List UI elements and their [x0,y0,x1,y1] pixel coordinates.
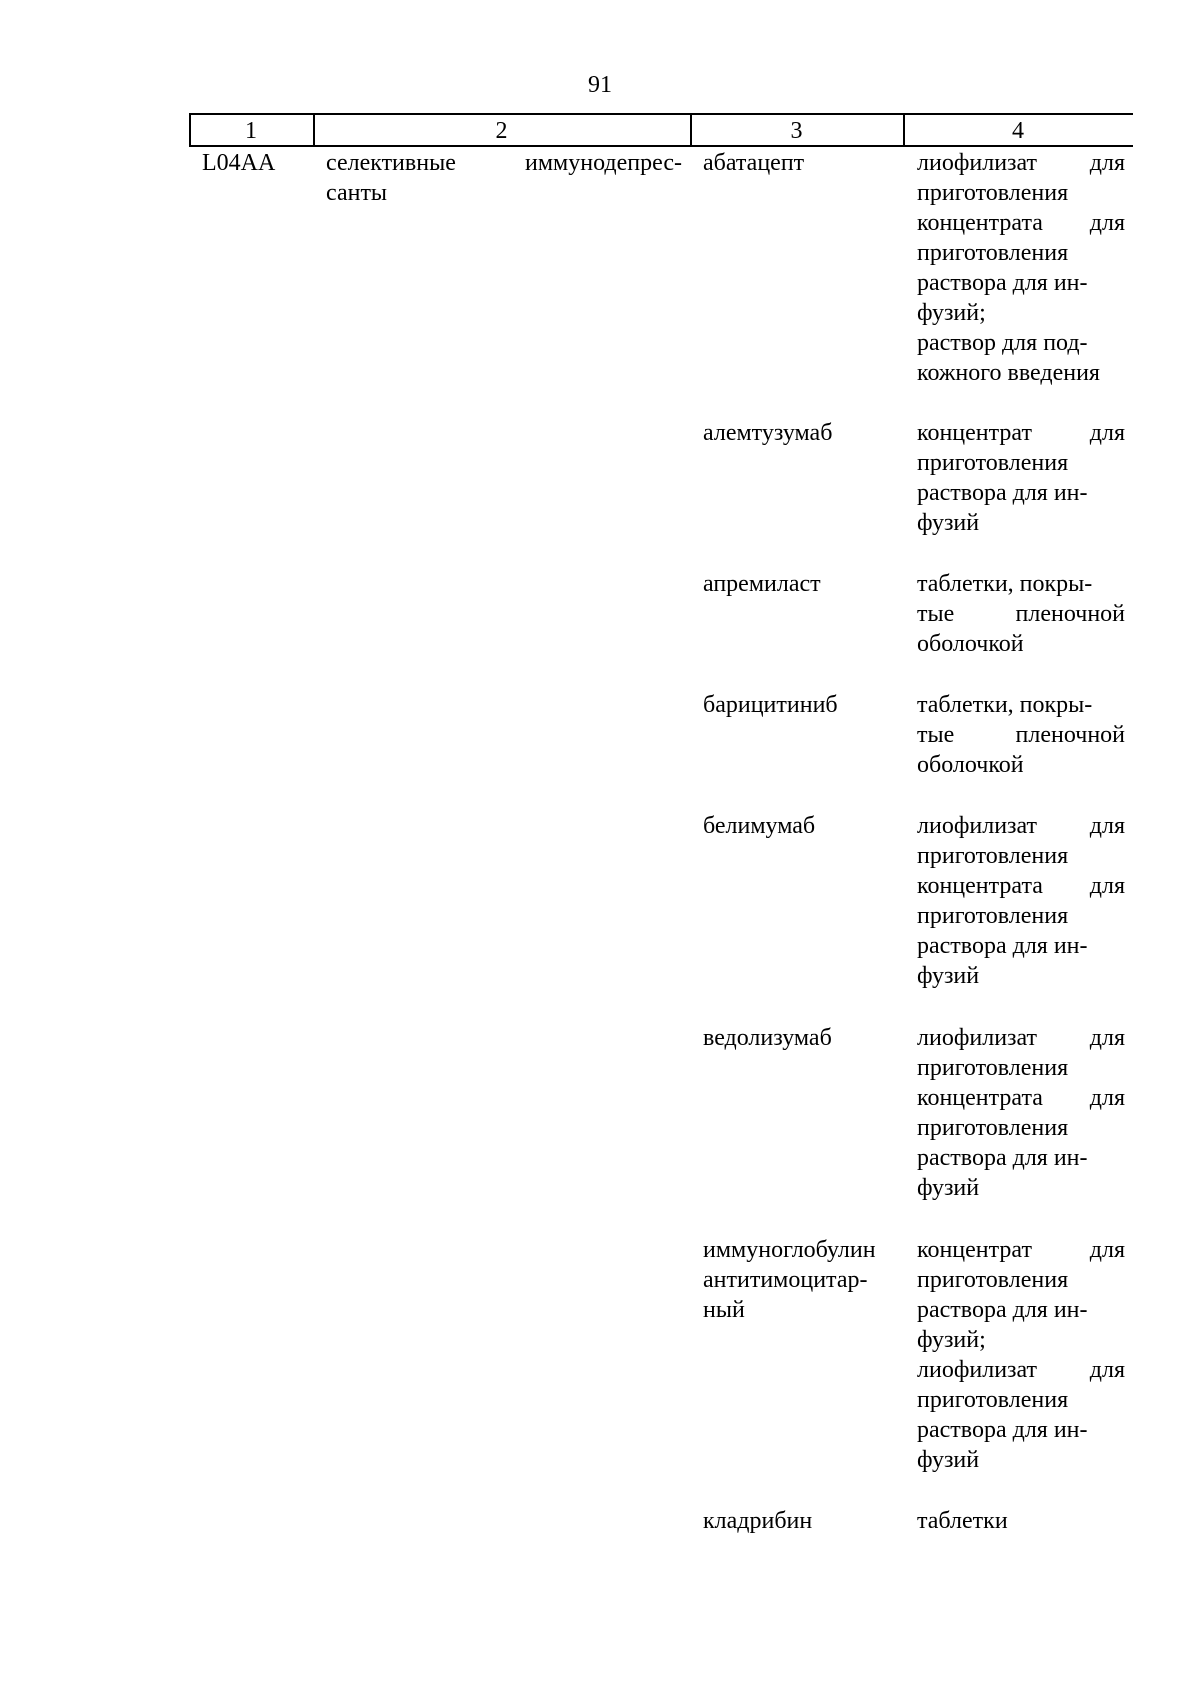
dosage-form: лиофилизат для приготовления концентрата для приготовления раствора для ин- фузий [917,1025,1125,1201]
header-cell-4: 4 [1012,118,1024,144]
dosage-form: концентрат для приготовления раствора для ин- фузий; лиофилизат для приготовления раствора для ин- фузий [917,1237,1125,1473]
drug-name: ведолизумаб [703,1025,832,1051]
drug-name: иммуноглобулин антитимоцитар- ный [703,1237,876,1323]
dosage-form: лиофилизат для приготовления концентрата для приготовления раствора для ин- фузий; раствор для под- кожного введения [917,150,1125,386]
drug-name: апремиласт [703,571,821,597]
table-header-bottom-border [189,145,1133,147]
drug-name: алемтузумаб [703,420,833,446]
drug-name: абатацепт [703,150,805,176]
group-name-text: селективные иммунодепрес- санты [326,150,682,206]
drug-name: кладрибин [703,1508,813,1534]
page-number: 91 [588,72,612,98]
atc-group-name [326,148,682,208]
dosage-form: таблетки, покры- тые пленочной оболочкой [917,571,1125,657]
dosage-form: таблетки, покры- тые пленочной оболочкой [917,692,1125,778]
drug-name: барицитиниб [703,692,838,718]
drug-name: белимумаб [703,813,816,839]
atc-code: L04AA [202,150,276,176]
dosage-form: таблетки [917,1508,1008,1534]
dosage-form: концентрат для приготовления раствора для ин- фузий [917,420,1125,536]
dosage-form: лиофилизат для приготовления концентрата для приготовления раствора для ин- фузий [917,813,1125,989]
header-cell-1: 1 [245,118,257,144]
header-cell-2: 2 [495,118,508,144]
header-cell-3: 3 [790,118,803,144]
table-top-border [189,113,1133,115]
